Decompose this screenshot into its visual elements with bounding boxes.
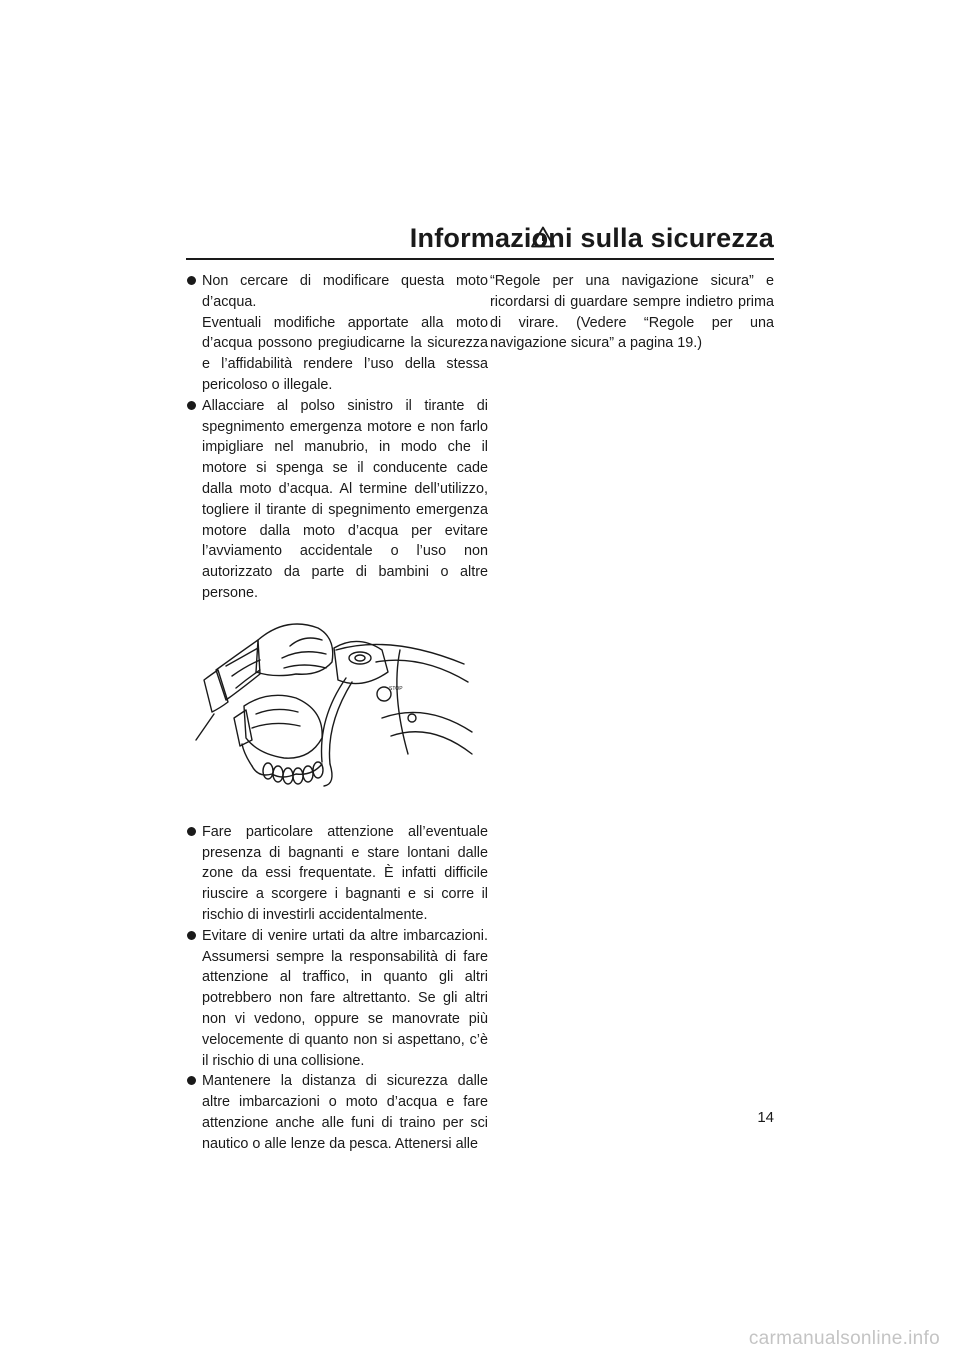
- left-column: [186, 271, 488, 1155]
- item-text: Fare particolare attenzione all’eventuale presenza di bagnanti e stare lontani dalle zone da essi frequentate. È infatti difficile riuscire a scorgere i bagnanti e si corre il rischio di investirli accidentalmente.: [202, 823, 488, 923]
- bullet-icon: [187, 931, 196, 940]
- item-text: Evitare di venire urtati da altre imbarcazioni. Assumersi sempre la responsabilità di fare attenzione al traffico, in quanto gli altri potrebbero non fare altrettanto. Se gli altri non vi vedono, oppure se manovrate più velocemente di quanto non si aspettano, c’è il rischio di una collisione.: [202, 927, 488, 1069]
- item-body: Eventuali modifiche apportate alla moto d’acqua possono pregiudicarne la sicurezza e l’affidabilità rendere l’uso della stessa pericoloso o illegale.: [202, 314, 488, 393]
- list-item: [186, 271, 488, 396]
- stop-label: STOP: [389, 685, 403, 692]
- page-title: Informazioni sulla sicurezza: [409, 223, 774, 253]
- list-item: [186, 822, 488, 926]
- page-header: [186, 222, 774, 260]
- watermark: carmanualsonline.info: [748, 1328, 940, 1349]
- bullet-icon: [187, 1076, 196, 1085]
- engine-shut-off-cord-illustration: [186, 614, 476, 804]
- list-item: [186, 1071, 488, 1154]
- list-item: [186, 396, 488, 604]
- item-text: Mantenere la distanza di sicurezza dalle altre imbarcazioni o moto d’acqua e fare attenzione anche alle funi di traino per sci nautico o alle lenze da pesca. Attenersi alle: [202, 1073, 488, 1152]
- item-text: Allacciare al polso sinistro il tirante di spegnimento emergenza motore e non farlo impigliare nel manubrio, in modo che il motore si spenga se il conducente cade dalla moto d’acqua. Al termine dell’utilizzo, togliere il tirante di spegnimento emergenza motore dalla moto d’acqua per evitare l’avviamento accidentale o l’uso non autorizzato da parte di bambini o altre persone.: [202, 397, 488, 601]
- item-lead: Non cercare di modificare questa moto d’acqua.: [202, 273, 488, 310]
- list-item: [186, 926, 488, 1072]
- continuation-text: “Regole per una navigazione sicura” e ricordarsi di guardare sempre indietro prima di virare. (Vedere “Regole per una navigazione sicura” a pagina 19.): [490, 273, 774, 352]
- right-column: [490, 271, 774, 354]
- hand-lanyard-drawing: [186, 614, 476, 804]
- page-number: 14: [757, 1109, 774, 1126]
- bullet-icon: [187, 827, 196, 836]
- bullet-icon: [187, 276, 196, 285]
- bullet-icon: [187, 401, 196, 410]
